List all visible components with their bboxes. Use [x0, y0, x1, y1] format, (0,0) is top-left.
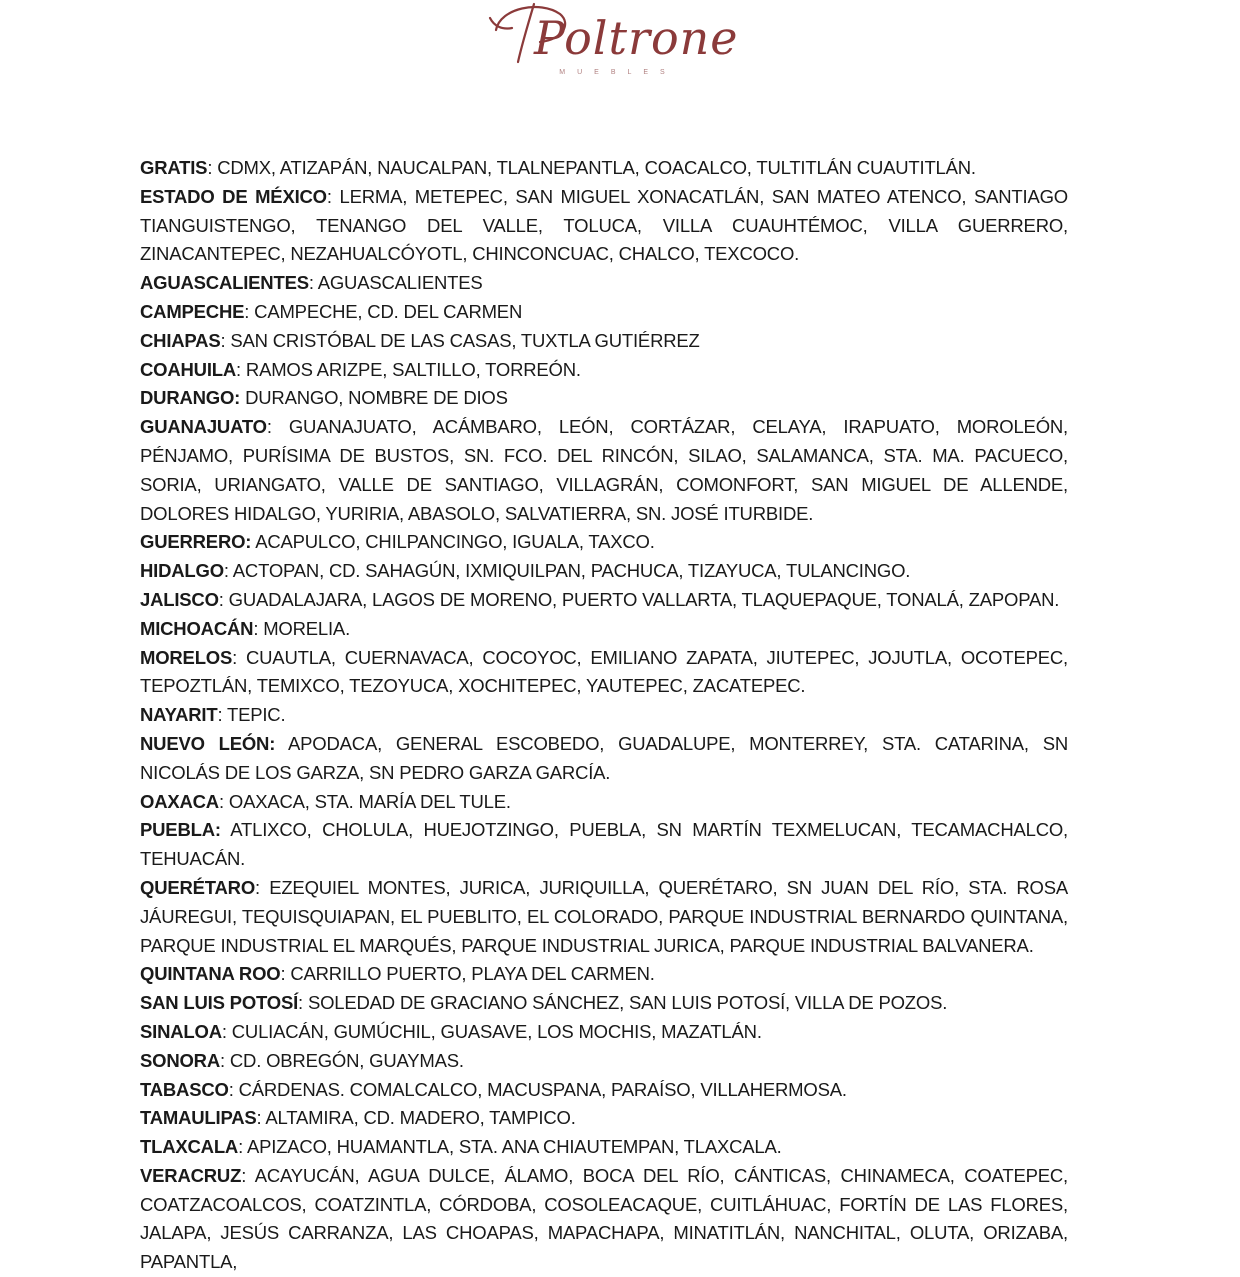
coverage-entry: [140, 586, 1068, 615]
coverage-entry: [140, 816, 1068, 874]
entry-separator: :: [266, 416, 289, 438]
city-list: DURANGO, NOMBRE DE DIOS: [245, 387, 508, 409]
state-name: NAYARIT: [140, 704, 218, 726]
city-list: CUAUTLA, CUERNAVACA, COCOYOC, EMILIANO ZAPATA, JIUTEPEC, JOJUTLA, OCOTEPEC, TEPOZTLÁN, TEMIXCO, TEZOYUCA, XOCHITEPEC, YAUTEPEC, ZACATEPEC.: [140, 646, 1068, 697]
coverage-entry: [140, 1133, 1068, 1162]
coverage-entry: [140, 960, 1068, 989]
coverage-entry: [140, 1018, 1068, 1047]
city-list: ATLIXCO, CHOLULA, HUEJOTZINGO, PUEBLA, SN MARTÍN TEXMELUCAN, TECAMACHALCO, TEHUACÁN.: [140, 819, 1068, 870]
entry-separator: :: [280, 963, 291, 985]
city-list: APODACA, GENERAL ESCOBEDO, GUADALUPE, MONTERREY, STA. CATARINA, SN NICOLÁS DE LOS GARZA, SN PEDRO GARZA GARCÍA.: [140, 732, 1069, 783]
state-name: GRATIS: [140, 157, 208, 178]
state-name: QUINTANA ROO: [140, 963, 281, 985]
city-list: AGUASCALIENTES: [317, 272, 483, 294]
entry-separator: [221, 819, 230, 840]
entry-separator: :: [241, 1164, 255, 1186]
state-name: TAMAULIPAS: [140, 1107, 257, 1129]
state-name: COAHUILA: [140, 358, 237, 380]
coverage-entry: [140, 701, 1068, 730]
state-name: OAXACA: [140, 790, 219, 812]
city-list: GUANAJUATO, ACÁMBARO, LEÓN, CORTÁZAR, CELAYA, IRAPUATO, MOROLEÓN, PÉNJAMO, PURÍSIMA DE BUSTOS, SN. FCO. DEL RINCÓN, SILAO, SALAMANCA, STA. MA. PACUECO, SORIA, URIANGATO, VALLE DE SANTIAGO, VILLAGRÁN, COMONFORT, SAN MIGUEL DE ALLENDE, DOLORES HIDALGO, YURIRIA, ABASOLO, SALVATIERRA, SN. JOSÉ ITURBIDE.: [140, 416, 1068, 524]
coverage-entry: [140, 730, 1068, 788]
coverage-entry: [140, 1104, 1068, 1133]
entry-separator: :: [218, 588, 229, 610]
city-list: ALTAMIRA, CD. MADERO, TAMPICO.: [265, 1107, 576, 1129]
state-name: SAN LUIS POTOSÍ: [140, 992, 299, 1014]
coverage-entry: [140, 327, 1068, 356]
entry-separator: :: [228, 1078, 239, 1100]
coverage-entry: [140, 1162, 1068, 1277]
city-list: RAMOS ARIZPE, SALTILLO, TORREÓN.: [245, 358, 581, 380]
city-list: APIZACO, HUAMANTLA, STA. ANA CHIAUTEMPAN, TLAXCALA.: [246, 1136, 782, 1158]
state-name: JALISCO: [140, 588, 219, 610]
entry-separator: :: [220, 1049, 230, 1071]
city-list: SOLEDAD DE GRACIANO SÁNCHEZ, SAN LUIS POTOSÍ, VILLA DE POZOS.: [307, 992, 948, 1014]
entry-separator: :: [223, 560, 233, 582]
state-name: QUERÉTARO: [140, 876, 256, 898]
entry-separator: :: [298, 992, 308, 1014]
state-name: HIDALGO: [140, 560, 224, 582]
city-list: OAXACA, STA. MARÍA DEL TULE.: [228, 790, 511, 812]
coverage-entry: [140, 1076, 1068, 1105]
city-list: ACAPULCO, CHILPANCINGO, IGUALA, TAXCO.: [255, 531, 655, 553]
coverage-entry: [140, 644, 1068, 702]
state-name: SONORA: [140, 1049, 220, 1071]
state-name: TABASCO: [140, 1078, 229, 1100]
city-list: ACTOPAN, CD. SAHAGÚN, IXMIQUILPAN, PACHUCA, TIZAYUCA, TULANCINGO.: [232, 560, 911, 582]
city-list: ACAYUCÁN, AGUA DULCE, ÁLAMO, BOCA DEL RÍO, CÁNTICAS, CHINAMECA, COATEPEC, COATZACOALCOS, COATZINTLA, CÓRDOBA, COSOLEACAQUE, CUITLÁHUAC, FORTÍN DE LAS FLORES, JALAPA, JESÚS CARRANZA, LAS CHOAPAS, MAPACHAPA, MINATITLÁN, NANCHITAL, OLUTA, ORIZABA, PAPANTLA,: [140, 1164, 1068, 1273]
entry-separator: :: [221, 1020, 232, 1042]
entry-separator: :: [218, 790, 229, 812]
brand-name: Poltrone: [534, 11, 739, 65]
state-name: TLAXCALA: [140, 1136, 239, 1158]
coverage-entry: [140, 384, 1068, 413]
city-list: CD. OBREGÓN, GUAYMAS.: [229, 1049, 464, 1071]
city-list: MORELIA.: [263, 617, 351, 639]
coverage-entry: [140, 183, 1068, 269]
entry-separator: [275, 733, 288, 754]
coverage-entry: [140, 269, 1068, 298]
city-list: CARRILLO PUERTO, PLAYA DEL CARMEN.: [290, 963, 655, 985]
state-name: SINALOA: [140, 1020, 222, 1042]
entry-separator: :: [238, 1136, 247, 1158]
entry-separator: :: [308, 272, 318, 294]
coverage-entry: [140, 557, 1068, 586]
entry-separator: :: [253, 617, 264, 639]
state-name: PUEBLA:: [140, 819, 221, 841]
entry-separator: :: [244, 300, 255, 322]
city-list: SAN CRISTÓBAL DE LAS CASAS, TUXTLA GUTIÉRREZ: [230, 329, 700, 351]
entry-separator: :: [256, 1107, 266, 1129]
state-name: MORELOS: [140, 646, 233, 668]
coverage-entry: [140, 615, 1068, 644]
city-list: CAMPECHE, CD. DEL CARMEN: [254, 300, 523, 322]
city-list: GUADALAJARA, LAGOS DE MORENO, PUERTO VALLARTA, TLAQUEPAQUE, TONALÁ, ZAPOPAN.: [228, 588, 1060, 610]
entry-separator: :: [217, 704, 227, 726]
city-list: TEPIC.: [226, 704, 286, 726]
entry-separator: :: [207, 157, 218, 178]
coverage-entry: [140, 528, 1068, 557]
state-name: ESTADO DE MÉXICO: [140, 185, 327, 207]
state-name: CAMPECHE: [140, 300, 245, 322]
city-list: EZEQUIEL MONTES, JURICA, JURIQUILLA, QUERÉTARO, SN JUAN DEL RÍO, STA. ROSA JÁUREGUI, TEQUISQUIAPAN, EL PUEBLITO, EL COLORADO, PARQUE INDUSTRIAL BERNARDO QUINTANA, PARQUE INDUSTRIAL EL MARQUÉS, PARQUE INDUSTRIAL JURICA, PARQUE INDUSTRIAL BALVANERA.: [140, 876, 1068, 956]
coverage-entry: [140, 788, 1068, 817]
coverage-list: [140, 154, 1068, 1277]
state-name: VERACRUZ: [140, 1164, 242, 1186]
coverage-entry: [140, 874, 1068, 960]
brand-tagline: MUEBLES: [559, 69, 677, 76]
city-list: CÁRDENAS. COMALCALCO, MACUSPANA, PARAÍSO, VILLAHERMOSA.: [238, 1078, 847, 1100]
coverage-entry: [140, 989, 1068, 1018]
entry-separator: :: [232, 646, 246, 668]
coverage-entry: [140, 356, 1068, 385]
coverage-entry: [140, 1047, 1068, 1076]
state-name: GUERRERO:: [140, 531, 252, 553]
entry-separator: :: [220, 329, 231, 351]
coverage-entry: [140, 154, 1068, 183]
state-name: DURANGO:: [140, 387, 241, 409]
city-list: CDMX, ATIZAPÁN, NAUCALPAN, TLALNEPANTLA, COACALCO, TULTITLÁN CUAUTITLÁN.: [217, 157, 976, 178]
brand-logo: [0, 0, 1240, 80]
coverage-entry: [140, 298, 1068, 327]
state-name: GUANAJUATO: [140, 416, 267, 438]
coverage-entry: [140, 413, 1068, 528]
state-name: MICHOACÁN: [140, 617, 254, 639]
state-name: NUEVO LEÓN:: [140, 732, 276, 754]
city-list: CULIACÁN, GUMÚCHIL, GUASAVE, LOS MOCHIS, MAZATLÁN.: [231, 1020, 762, 1042]
entry-separator: :: [236, 358, 246, 380]
entry-separator: :: [326, 185, 340, 207]
city-list: LERMA, METEPEC, SAN MIGUEL XONACATLÁN, SAN MATEO ATENCO, SANTIAGO TIANGUISTENGO, TENANGO DEL VALLE, TOLUCA, VILLA CUAUHTÉMOC, VILLA GUERRERO, ZINACANTEPEC, NEZAHUALCÓYOTL, CHINCONCUAC, CHALCO, TEXCOCO.: [140, 185, 1068, 265]
state-name: AGUASCALIENTES: [140, 272, 309, 294]
state-name: CHIAPAS: [140, 329, 221, 351]
entry-separator: :: [255, 876, 270, 898]
